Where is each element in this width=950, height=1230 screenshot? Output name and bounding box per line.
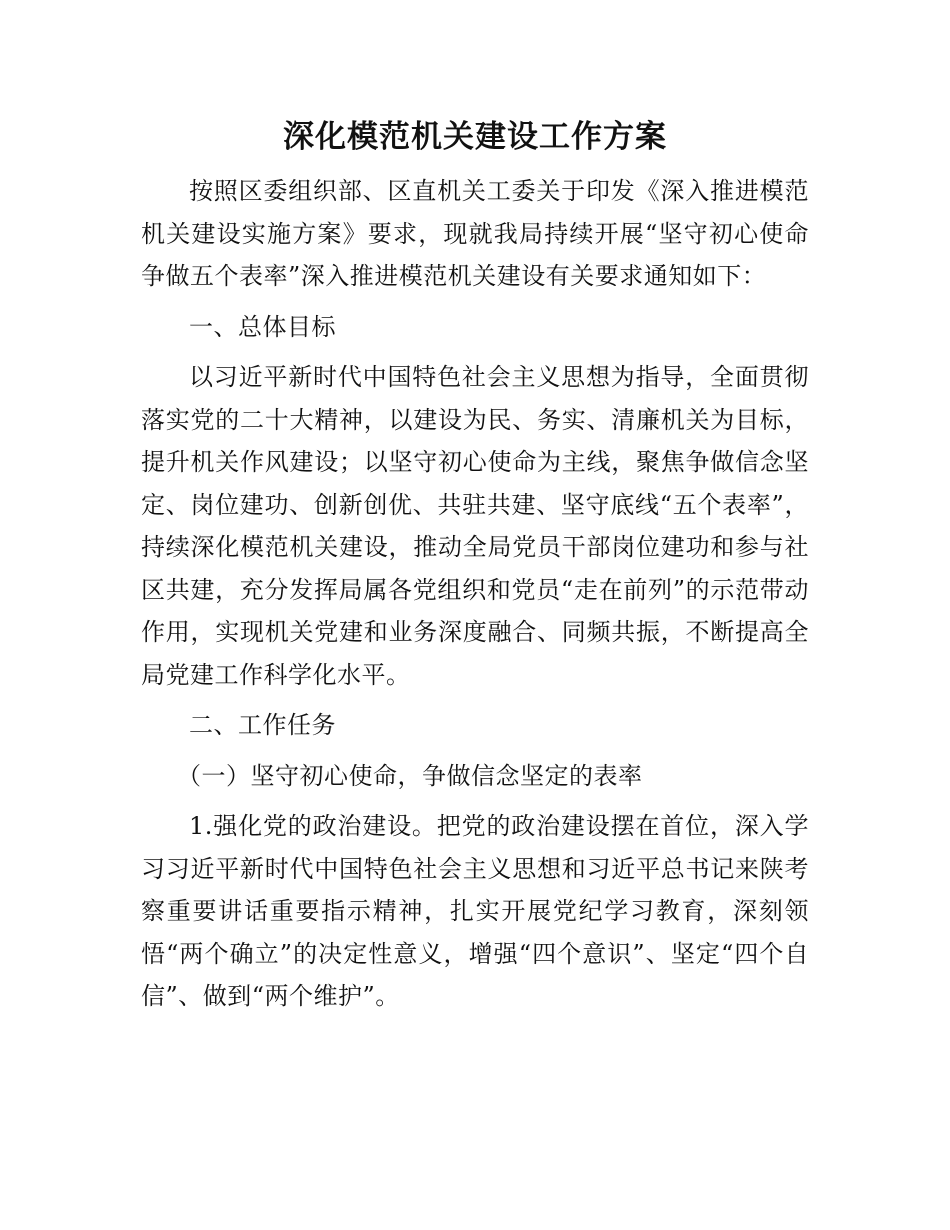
- task-item-1-paragraph: 1.强化党的政治建设。把党的政治建设摆在首位，深入学习习近平新时代中国特色社会主义思想和习近平总书记来陕考察重要讲话重要指示精神，扎实开展党纪学习教育，深刻领悟“两个确立”的决定性意义，增强“四个意识”、坚定“四个自信”、做到“两个维护”。: [141, 812, 809, 1010]
- section-heading-work-tasks: 二、工作任务: [189, 711, 336, 739]
- document-title: 深化模范机关建设工作方案: [283, 119, 667, 155]
- subsection-heading-1: （一）坚守初心使命，争做信念坚定的表率: [177, 761, 643, 790]
- overall-goal-paragraph: 以习近平新时代中国特色社会主义思想为指导，全面贯彻落实党的二十大精神，以建设为民、务实、清廉机关为目标，提升机关作风建设；以坚守初心使命为主线，聚焦争做信念坚定、岗位建功、创新创优、共驻共建、坚守底线“五个表率”，持续深化模范机关建设，推动全局党员干部岗位建功和参与社区共建，充分发挥局属各党组织和党员“走在前列”的示范带动作用，实现机关党建和业务深度融合、同频共振，不断提高全局党建工作科学化水平。: [141, 363, 809, 689]
- document-body: [141, 112, 809, 1026]
- intro-paragraph: 按照区委组织部、区直机关工委关于印发《深入推进模范机关建设实施方案》要求，现就我局持续开展“坚守初心使命 争做五个表率”深入推进模范机关建设有关要求通知如下：: [141, 177, 809, 290]
- section-heading-overall-goal: 一、总体目标: [189, 312, 336, 341]
